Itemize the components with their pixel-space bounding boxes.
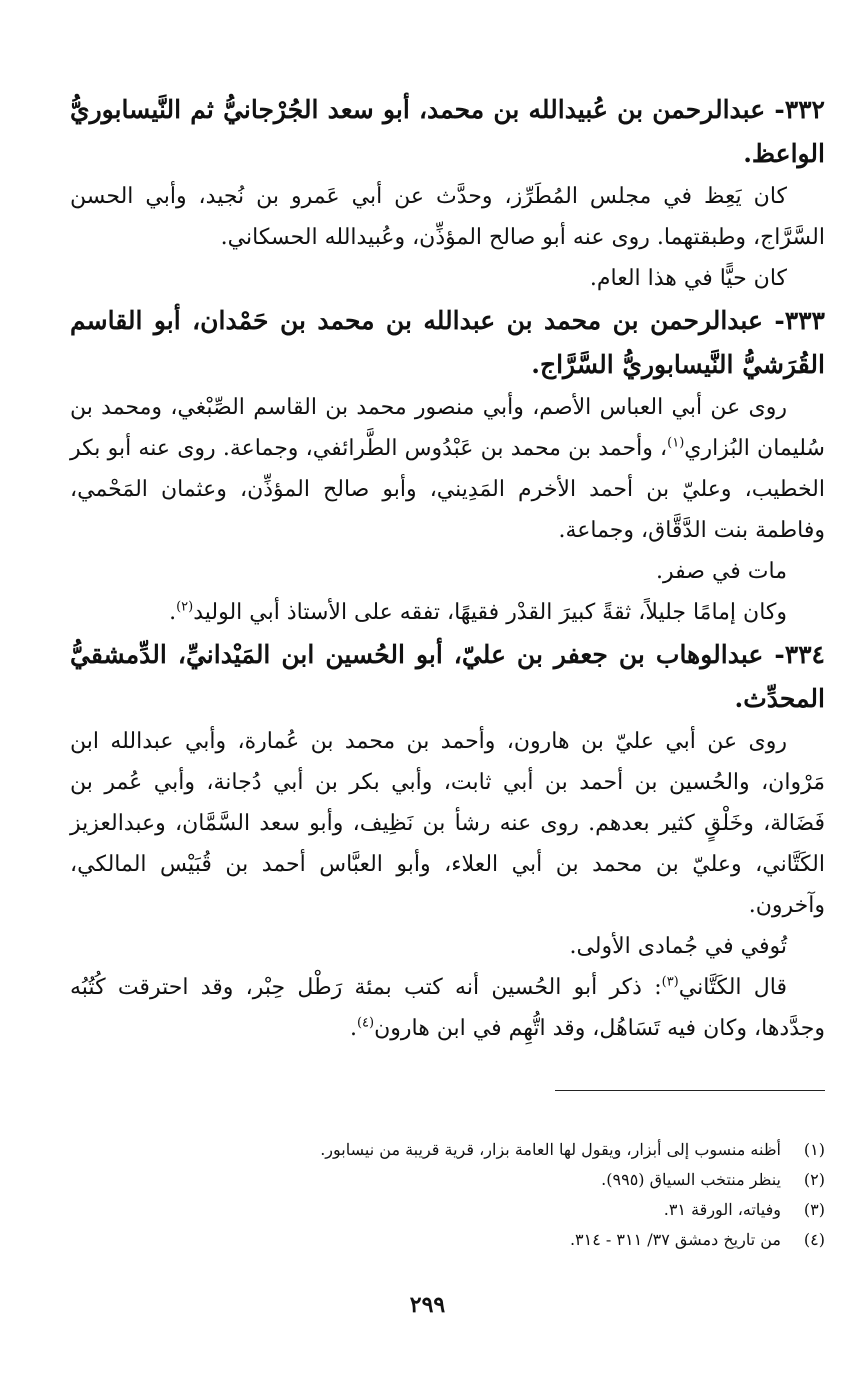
entry-heading: ٣٣٣- عبدالرحمن بن محمد بن عبدالله بن محمد بن حَمْدان، أبو القاسم القُرَشيُّ النَّيسابوريُّ السَّرَّاج.	[70, 306, 825, 379]
page-number: ٢٩٩	[409, 1292, 446, 1318]
paragraph: مات في صفر.	[656, 559, 787, 584]
paragraph	[70, 967, 825, 1049]
entry	[70, 88, 825, 299]
footnote-text: ينظر منتخب السياق (٩٩٥).	[601, 1170, 781, 1189]
footnote-marker[interactable]: (١)	[667, 435, 685, 451]
paragraph: روى عن أبي عليّ بن هارون، وأحمد بن محمد بن عُمارة، وأبي عبدالله ابن مَرْوان، والحُسين بن أحمد بن أبي ثابت، وأبي بكر بن أبي دُجانة، وأبي عُمر بن فَضَالة، وخَلْقٍ كثير بعدهم. روى عنه رشأ بن نَظِيف، وأبو سعد السَّمَّان، وعبدالعزيز الكَتَّاني، وعليّ بن محمد بن أبي العلاء، وأبو العبَّاس أحمد بن قُبَيْس المالكي، وآخرون.	[70, 729, 825, 918]
paragraph-text: روى عن أبي العباس الأصم، وأبي منصور محمد بن القاسم الصِّبْغي، ومحمد بن سُليمان البُزاري	[70, 395, 825, 461]
footnote-text: وفياته، الورقة ٣١.	[663, 1200, 781, 1219]
paragraph-text: : ذكر أبو الحُسين أنه كتب بمئة رَطْل حِبْر، وقد احترقت كُتُبُه وجدَّدها، وكان فيه تَسَاهُل، وقد اتُّهِم في ابن هارون	[70, 975, 825, 1041]
footnote-number: (٤)	[803, 1230, 825, 1249]
paragraph: كان يَعِظ في مجلس المُطَرِّز، وحدَّث عن أبي عَمرو بن نُجيد، وأبي الحسن السَّرَّاج، وطبقتهما. روى عنه أبو صالح المؤذِّن، وعُبيدالله الحسكاني.	[70, 184, 825, 250]
paragraph-text: قال الكَتَّاني	[678, 975, 787, 1000]
footnote	[70, 1165, 825, 1195]
footnote	[70, 1135, 825, 1165]
footnote-text: أظنه منسوب إلى أبزار، ويقول لها العامة بزار، قرية قريبة من نيسابور.	[320, 1140, 781, 1159]
footnote-number: (١)	[803, 1140, 825, 1159]
footnote-marker[interactable]: (٢)	[176, 599, 194, 615]
footnote-marker[interactable]: (٣)	[661, 974, 679, 990]
footnote	[70, 1195, 825, 1225]
entry	[70, 633, 825, 1049]
footnote	[70, 1225, 825, 1255]
entry-heading: ٣٣٤- عبدالوهاب بن جعفر بن عليّ، أبو الحُسين ابن المَيْدانيِّ، الدِّمشقيُّ المحدِّث.	[70, 640, 825, 713]
paragraph-text: .	[169, 600, 177, 625]
entry-heading: ٣٣٢- عبدالرحمن بن عُبيدالله بن محمد، أبو سعد الجُرْجانيُّ ثم النَّيسابوريُّ الواعظ.	[70, 95, 825, 168]
paragraph: كان حيًّا في هذا العام.	[589, 266, 787, 291]
paragraph: تُوفي في جُمادى الأولى.	[569, 934, 787, 959]
paragraph-text: .	[349, 1016, 357, 1041]
paragraph-text: وكان إمامًا جليلاً، ثقةً كبيرَ القدْر فقيهًا، تفقه على الأستاذ أبي الوليد	[193, 600, 787, 625]
footnote-divider	[555, 1090, 825, 1091]
paragraph-text: ، وأحمد بن محمد بن عَبْدُوس الطَّرائفي، وجماعة. روى عنه أبو بكر الخطيب، وعليّ بن أحمد الأخرم المَدِيني، وأبو صالح المؤذِّن، وعثمان المَحْمي، وفاطمة بنت الدَّقَّاق، وجماعة.	[70, 436, 825, 543]
page-body	[70, 88, 825, 1049]
footnote-number: (٢)	[803, 1170, 825, 1189]
footnote-text: من تاريخ دمشق ٣٧/ ٣١١ - ٣١٤.	[569, 1230, 781, 1249]
footnote-marker[interactable]: (٤)	[356, 1015, 375, 1031]
paragraph	[70, 387, 825, 551]
paragraph	[70, 592, 825, 633]
entry	[70, 299, 825, 633]
footnote-number: (٣)	[803, 1200, 825, 1219]
footnotes	[70, 1135, 825, 1255]
